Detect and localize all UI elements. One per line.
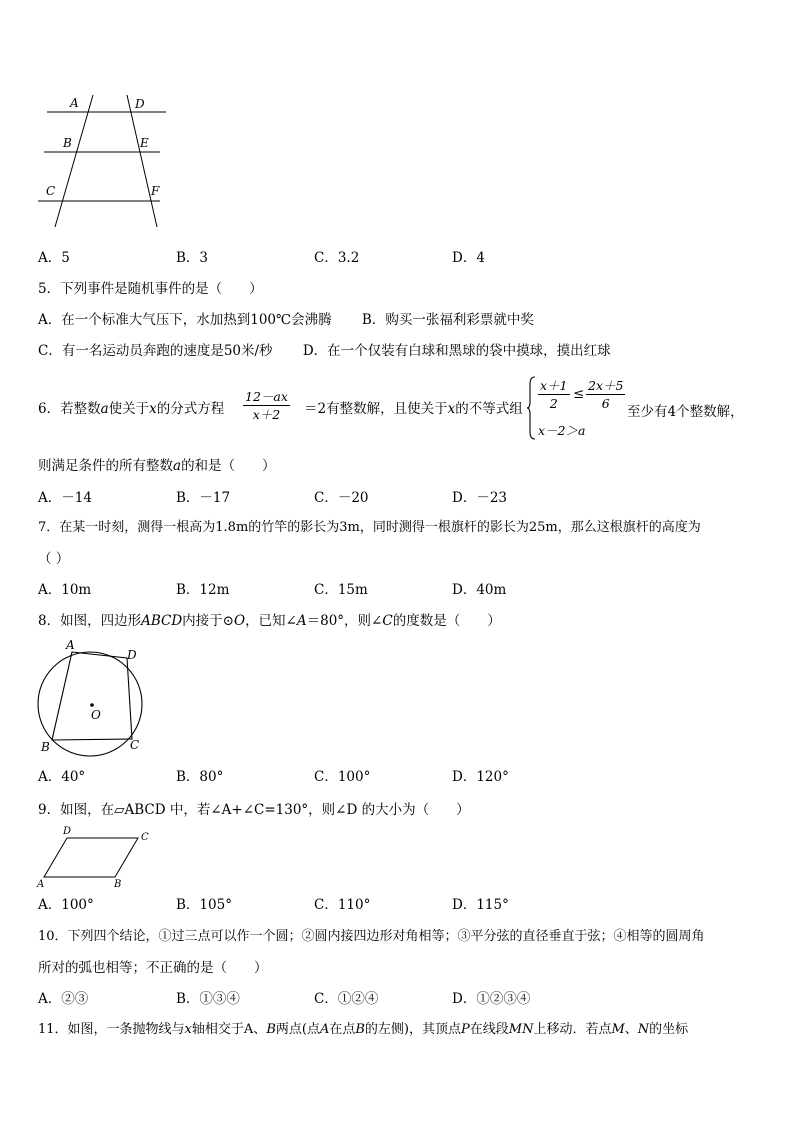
q7-option-c[interactable]: C．15m	[314, 582, 368, 598]
q6-text-6: 至少有4个整数解，	[627, 404, 744, 420]
q8-stem	[38, 612, 501, 630]
q8-text-1: 8．如图，四边形	[38, 613, 142, 629]
q7-option-a[interactable]: A．10m	[38, 582, 92, 598]
q11-segment-mn: MN	[508, 1022, 534, 1037]
q8-option-d[interactable]: D．120°	[452, 769, 509, 785]
transversal-left	[55, 95, 93, 227]
q6-ineq1-right-numerator: 2x＋5	[588, 378, 624, 393]
label-b: B	[63, 136, 72, 150]
q4-options	[38, 249, 738, 267]
label-a: A	[70, 96, 79, 110]
q6-var-x-2: x	[447, 401, 456, 417]
q8-text-3: ，已知∠	[245, 613, 297, 629]
label-f: F	[151, 184, 160, 198]
q6-stem-line1b	[304, 400, 523, 418]
q6-equation-denominator: x＋2	[252, 407, 281, 422]
q8-options	[38, 768, 738, 786]
parallel-lines-figure	[30, 90, 180, 230]
q8-angle-c: C	[382, 613, 393, 629]
label-a: A	[37, 879, 45, 890]
q6-option-b[interactable]: B．－17	[176, 490, 231, 506]
q8-option-b[interactable]: B．80°	[176, 769, 224, 785]
q11-text-5: 在点	[329, 1022, 356, 1037]
q5-stem: 5．下列事件是随机事件的是（ ）	[38, 281, 263, 297]
q6-stem-line2	[38, 457, 276, 475]
q11-point-b: B	[266, 1022, 276, 1037]
q5-options-row2	[38, 342, 611, 360]
q6-text-1: 6．若整数	[38, 401, 101, 417]
label-e: E	[140, 136, 149, 150]
q6-var-a: a	[100, 401, 109, 417]
q8-text-5: 的度数是（ ）	[392, 613, 501, 629]
q11-text-8: 上移动．若点	[533, 1022, 612, 1037]
q11-stem-line1	[38, 1021, 688, 1039]
q6-equation-rhs: ＝2	[304, 401, 327, 417]
q6-equation-fraction	[243, 388, 290, 423]
q6-ineq1-left-denominator: 2	[549, 396, 558, 411]
q9-option-d[interactable]: D．115°	[452, 897, 509, 913]
q11-point-a-2: A	[319, 1022, 330, 1037]
label-d: D	[127, 648, 137, 662]
label-a: A	[66, 638, 75, 652]
q4-option-b[interactable]: B．3	[176, 250, 209, 266]
q11-text-4: 两点(点	[275, 1022, 320, 1037]
q7-option-d[interactable]: D．40m	[452, 582, 507, 598]
q11-point-m: M	[611, 1022, 625, 1037]
q11-point-p: P	[461, 1022, 470, 1037]
q6-equation-numerator: 12－ax	[245, 389, 288, 404]
q11-text-6: 的左侧)，其顶点	[364, 1022, 461, 1037]
q7-stem-line1: 7．在某一时刻，测得一根高为1.8m的竹竿的影长为3m，同时测得一根旗杆的影长为25m，那么这根旗杆的高度为	[38, 520, 701, 535]
q7-options	[38, 581, 738, 599]
q6-option-c[interactable]: C．－20	[314, 490, 369, 506]
q11-text-3: 、	[253, 1022, 267, 1037]
q5-option-c[interactable]: C．有一名运动员奔跑的速度是50米/秒	[38, 343, 273, 359]
q9-options	[38, 896, 738, 914]
q10-stem-line2: 所对的弧也相等；不正确的是（ ）	[38, 960, 268, 976]
q8-text-2: 内接于⊙	[182, 613, 234, 629]
q5-option-a[interactable]: A．在一个标准大气压下，水加热到100℃会沸腾	[38, 312, 332, 328]
q9-stem: 9．如图，在▱ABCD 中，若∠A+∠C=130°，则∠D 的大小为（ ）	[38, 802, 470, 818]
q7-stem-line2: （ ）	[38, 551, 70, 567]
q11-var-x: x	[184, 1022, 192, 1037]
label-c: C	[130, 738, 140, 752]
q6-ineq1-left-numerator: x＋1	[540, 378, 568, 393]
q6-option-d[interactable]: D．－23	[452, 490, 508, 506]
q6-ineq1-right-fraction	[586, 377, 625, 412]
q8-text-4: ＝80°，则∠	[306, 613, 383, 629]
q4-option-d[interactable]: D．4	[452, 250, 485, 266]
q4-option-c[interactable]: C．3.2	[314, 250, 360, 266]
q6-text-3: 的分式方程	[156, 401, 225, 417]
q6-text-2: 使关于	[108, 401, 150, 417]
q8-option-a[interactable]: A．40°	[38, 769, 86, 785]
label-d: D	[63, 826, 72, 837]
label-o: O	[91, 708, 101, 722]
q6-line2-var-a: a	[173, 458, 182, 474]
q10-option-a[interactable]: A．②③	[38, 991, 89, 1007]
q6-var-x: x	[149, 401, 157, 417]
q6-line2-text-b: 的和是（ ）	[181, 458, 276, 474]
q11-text-10: 的坐标	[649, 1022, 689, 1037]
label-c: C	[46, 184, 56, 198]
label-c: C	[141, 832, 149, 843]
q9-option-c[interactable]: C．110°	[314, 897, 371, 913]
q10-option-d[interactable]: D．①②③④	[452, 991, 531, 1007]
q6-ineq2: x－2＞a	[538, 423, 586, 438]
q5-option-d[interactable]: D．在一个仅装有白球和黑球的袋中摸球，摸出红球	[302, 343, 611, 359]
parallelogram-abcd	[44, 838, 138, 877]
q6-option-a[interactable]: A．－14	[38, 490, 92, 506]
label-b: B	[114, 879, 122, 890]
q8-quad-name: ABCD	[141, 613, 183, 629]
q7-option-b[interactable]: B．12m	[176, 582, 230, 598]
parallelogram-figure	[30, 824, 160, 892]
q11-text-2: 轴相交于	[191, 1022, 244, 1037]
q10-option-c[interactable]: C．①②④	[314, 991, 379, 1007]
q4-option-a[interactable]: A．5	[38, 250, 70, 266]
q6-text-4: 有整数解，且使关于	[326, 401, 448, 417]
inscribed-quadrilateral-figure	[30, 636, 160, 758]
q11-point-b-2: B	[355, 1022, 365, 1037]
q11-point-n: N	[637, 1022, 650, 1037]
q10-options	[38, 990, 738, 1008]
q5-option-b[interactable]: B．购买一张福利彩票就中奖	[361, 312, 534, 328]
q8-option-c[interactable]: C．100°	[314, 769, 371, 785]
transversal-right	[127, 95, 157, 227]
q11-text-9: 、	[624, 1022, 638, 1037]
q9-option-b[interactable]: B．105°	[176, 897, 232, 913]
q6-ineq1-left-fraction	[538, 377, 570, 412]
q9-option-a[interactable]: A．100°	[38, 897, 94, 913]
q6-ineq1-operator: ≤	[573, 386, 585, 402]
q11-text-1: 11．如图，一条抛物线与	[38, 1022, 185, 1037]
q10-stem-line1: 10．下列四个结论，①过三点可以作一个圆；②圆内接四边形对角相等；③平分弦的直径垂直于弦；④相等的圆周角	[38, 929, 705, 944]
q6-options	[38, 489, 738, 507]
q6-ineq1-right-denominator: 6	[601, 396, 610, 411]
q11-text-7: 在线段	[469, 1022, 509, 1037]
q11-point-a: A	[243, 1022, 254, 1037]
q10-option-b[interactable]: B．①③④	[176, 991, 240, 1007]
q6-line2-text-a: 则满足条件的所有整数	[38, 458, 173, 474]
label-d: D	[135, 97, 145, 111]
q8-angle-a: A	[296, 613, 307, 629]
q5-options-row1	[38, 311, 534, 329]
q8-circle-name: O	[233, 613, 246, 629]
q6-text-5: 的不等式组	[455, 401, 523, 417]
label-b: B	[41, 740, 50, 754]
q6-system-brace	[527, 376, 537, 440]
center-dot	[90, 703, 94, 707]
quadrilateral-abcd	[52, 652, 132, 740]
q6-stem-line1	[38, 400, 224, 418]
